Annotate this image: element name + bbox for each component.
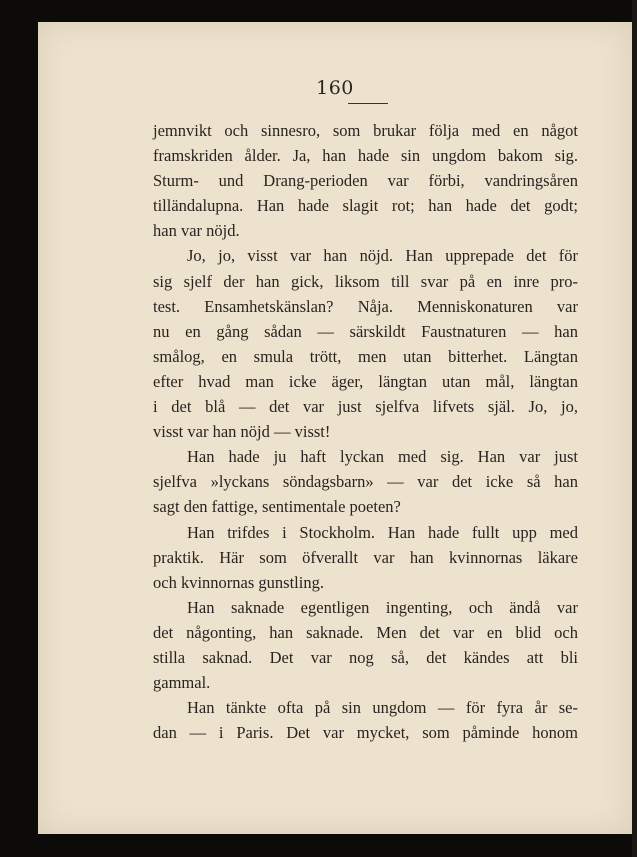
text-line: sig sjelf der han gick, liksom till svar på en inre pro- [153, 271, 578, 291]
text-line: praktik. Här som öfverallt var han kvinnornas läkare [153, 547, 578, 567]
text-line: Han hade ju haft lyckan med sig. Han var just [187, 447, 578, 467]
text-line: gammal. [153, 673, 211, 693]
text-line: Jo, jo, visst var han nöjd. Han upprepade det för [187, 246, 578, 266]
text-line: framskriden ålder. Ja, han hade sin ungdom bakom sig. [153, 146, 578, 166]
body-text [153, 118, 578, 745]
text-line: Sturm- und Drang-perioden var förbi, vandringsåren [153, 171, 578, 191]
page-number-rule [348, 103, 388, 104]
text-line: sjelfva »lyckans söndagsbarn» — var det icke så han [153, 472, 578, 492]
text-line: och kvinnornas gunstling. [153, 572, 324, 592]
text-line: tilländalupna. Han hade slagit rot; han hade det godt; [153, 196, 578, 216]
text-line: det någonting, han saknade. Men det var en blid och [153, 622, 578, 642]
page-number: 160 [316, 77, 354, 99]
text-line: dan — i Paris. Det var mycket, som påminde honom [153, 723, 578, 743]
scan-edge [632, 0, 637, 857]
text-line: sagt den fattige, sentimentale poeten? [153, 497, 401, 517]
text-line: smålog, en smula trött, men utan bitterhet. Längtan [153, 346, 578, 366]
text-line: i det blå — det var just sjelfva lifvets själ. Jo, jo, [153, 397, 578, 417]
text-line: Han trifdes i Stockholm. Han hade fullt upp med [187, 522, 578, 542]
text-line: nu en gång sådan — särskildt Faustnaturen — han [153, 321, 578, 341]
text-line: test. Ensamhetskänslan? Nåja. Menniskonaturen var [153, 296, 578, 316]
page-paper [38, 22, 632, 834]
text-line: han var nöjd. [153, 221, 240, 241]
text-line: Han saknade egentligen ingenting, och ändå var [187, 597, 578, 617]
text-line: jemnvikt och sinnesro, som brukar följa med en något [153, 121, 578, 140]
text-line: Han tänkte ofta på sin ungdom — för fyra år se- [187, 698, 578, 718]
text-line: stilla saknad. Det var nog så, det kändes att bli [153, 647, 578, 667]
text-line: visst var han nöjd — visst! [153, 422, 331, 442]
text-line: efter hvad man icke äger, längtan utan mål, längtan [153, 371, 578, 391]
